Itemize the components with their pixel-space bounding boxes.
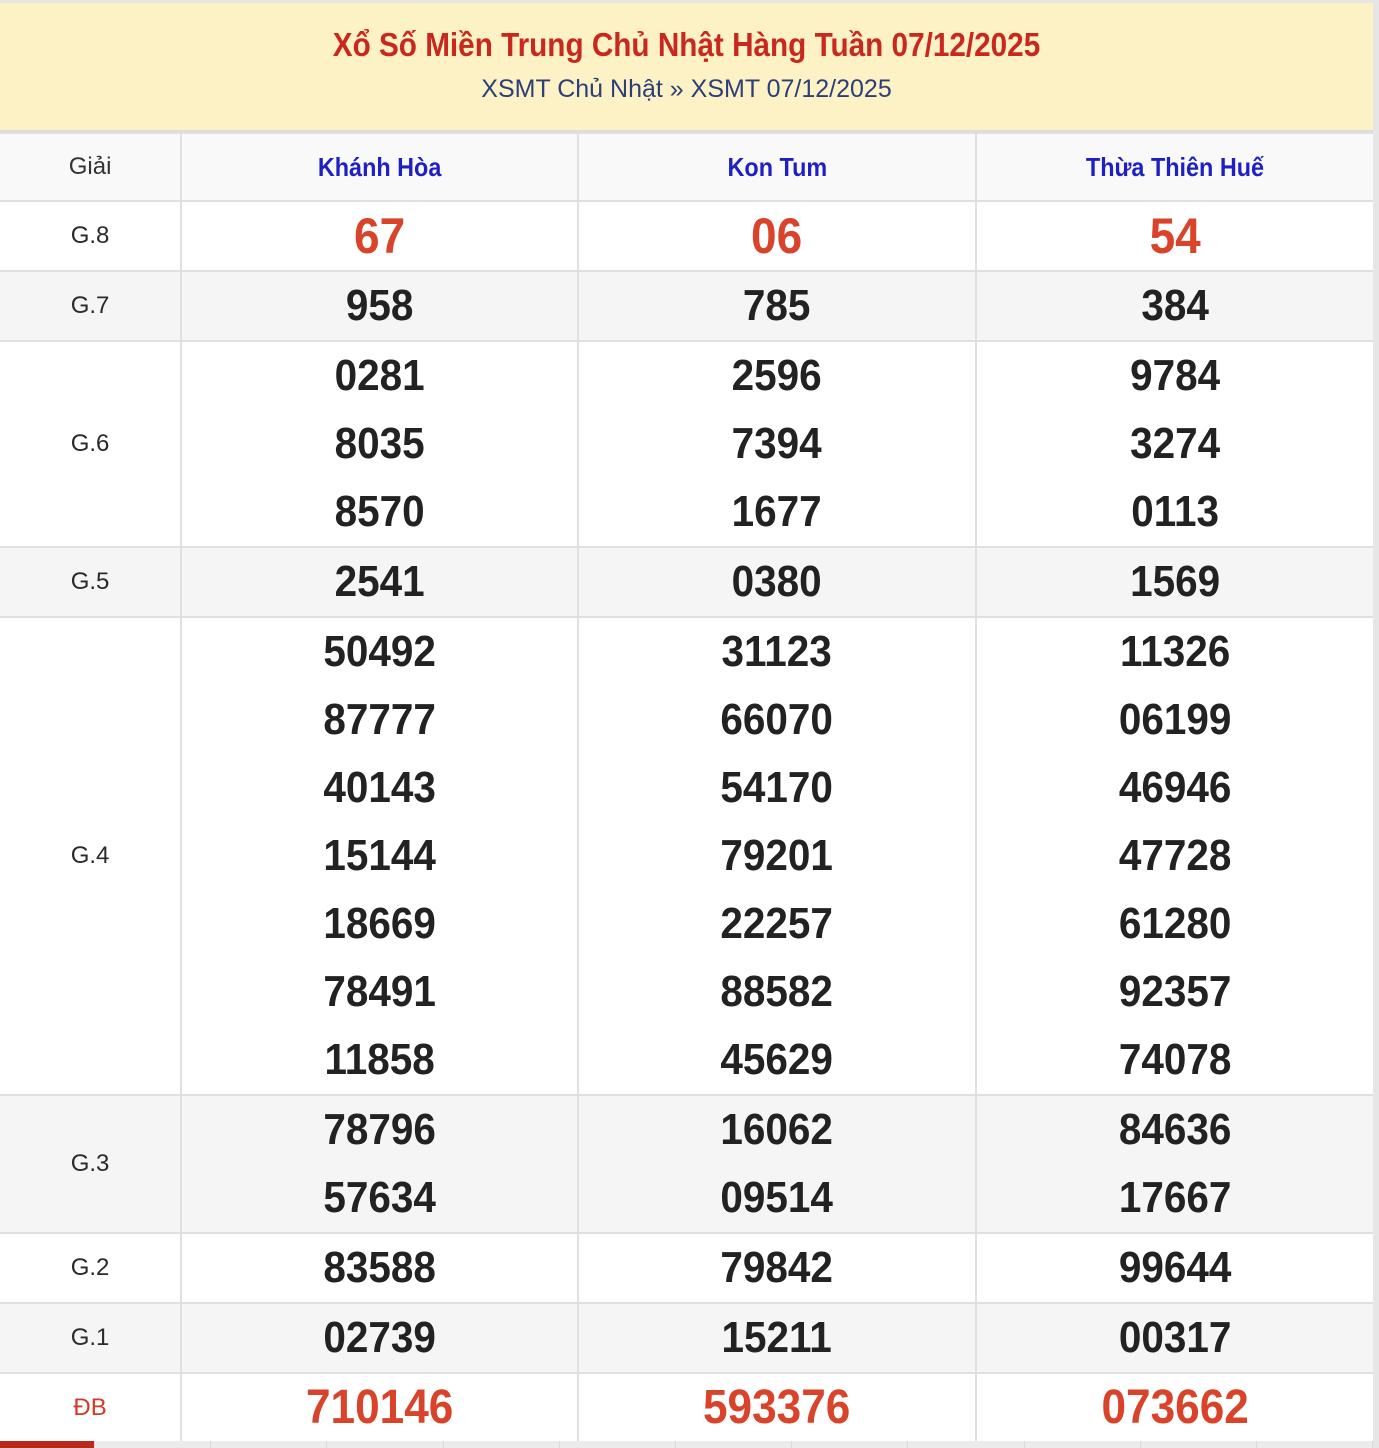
prize-cell — [181, 617, 578, 1095]
lottery-number: 31123 — [721, 627, 833, 676]
prize-cell — [976, 1303, 1373, 1373]
prize-cell — [578, 1373, 975, 1443]
prize-label: ĐB — [0, 1373, 181, 1443]
lottery-number: 17667 — [1118, 1173, 1232, 1222]
lottery-number: 3274 — [1129, 419, 1220, 468]
tab[interactable] — [1141, 1441, 1257, 1448]
prize-label: G.3 — [0, 1095, 181, 1233]
prize-row — [0, 1303, 1373, 1373]
page-title: Xổ Số Miền Trung Chủ Nhật Hàng Tuần 07/12/2025 — [332, 26, 1041, 63]
bottom-tab-strip — [0, 1441, 1373, 1448]
tab[interactable] — [211, 1441, 327, 1448]
prize-cell — [578, 201, 975, 271]
lottery-number: 0281 — [334, 351, 425, 400]
lottery-number: 40143 — [323, 763, 437, 812]
lottery-number: 79842 — [720, 1243, 834, 1292]
lottery-number: 710146 — [306, 1381, 454, 1434]
prize-label: G.4 — [0, 617, 181, 1095]
lottery-number: 87777 — [323, 695, 437, 744]
lottery-number: 7394 — [732, 419, 823, 468]
lottery-number: 09514 — [720, 1173, 834, 1222]
lottery-number: 00317 — [1118, 1313, 1232, 1362]
prize-cell — [976, 201, 1373, 271]
prize-cell — [976, 1095, 1373, 1233]
tab[interactable] — [792, 1441, 908, 1448]
breadcrumb — [0, 72, 1373, 106]
province-header-kon-tum[interactable]: Kon Tum — [578, 133, 975, 201]
lottery-number: 06 — [751, 208, 803, 264]
prize-row — [0, 617, 1373, 1095]
lottery-number: 15211 — [721, 1313, 833, 1362]
prize-label: G.6 — [0, 341, 181, 547]
lottery-number: 46946 — [1118, 763, 1232, 812]
prize-row — [0, 201, 1373, 271]
tab[interactable] — [1257, 1441, 1373, 1448]
results-header — [0, 3, 1373, 132]
prize-cell — [578, 1095, 975, 1233]
prize-cell — [976, 1233, 1373, 1303]
lottery-number: 2541 — [334, 557, 425, 606]
lottery-number: 958 — [345, 281, 414, 330]
lottery-number: 83588 — [323, 1243, 437, 1292]
prize-cell — [578, 341, 975, 547]
prize-row — [0, 1095, 1373, 1233]
lottery-number: 11326 — [1119, 627, 1231, 676]
breadcrumb-link-weekday[interactable]: XSMT Chủ Nhật — [481, 75, 663, 103]
lottery-number: 22257 — [720, 899, 834, 948]
tab-active[interactable] — [0, 1441, 95, 1448]
prize-cell — [976, 271, 1373, 341]
lottery-number: 67 — [354, 208, 406, 264]
lottery-number: 1677 — [732, 487, 823, 536]
prize-label: G.7 — [0, 271, 181, 341]
prize-cell — [181, 547, 578, 617]
lottery-number: 785 — [743, 281, 811, 330]
lottery-number: 92357 — [1118, 967, 1232, 1016]
province-header-thua-thien-hue[interactable]: Thừa Thiên Huế — [976, 133, 1373, 201]
prize-cell — [181, 1373, 578, 1443]
prize-cell — [976, 547, 1373, 617]
prize-label: G.8 — [0, 201, 181, 271]
results-panel — [0, 3, 1373, 1444]
prize-label: G.2 — [0, 1233, 181, 1303]
lottery-number: 61280 — [1118, 899, 1232, 948]
prize-row — [0, 341, 1373, 547]
lottery-number: 45629 — [720, 1035, 834, 1084]
prize-cell — [181, 341, 578, 547]
lottery-number: 9784 — [1129, 351, 1220, 400]
prize-cell — [181, 1303, 578, 1373]
lottery-number: 78491 — [323, 967, 437, 1016]
breadcrumb-separator: » — [669, 75, 684, 103]
lottery-number: 593376 — [703, 1381, 851, 1434]
lottery-number: 18669 — [323, 899, 437, 948]
lottery-number: 47728 — [1118, 831, 1232, 880]
tab[interactable] — [1025, 1441, 1141, 1448]
lottery-number: 384 — [1141, 281, 1209, 330]
lottery-number: 06199 — [1118, 695, 1232, 744]
lottery-number: 78796 — [323, 1105, 437, 1154]
lottery-number: 15144 — [323, 831, 437, 880]
lottery-number: 88582 — [720, 967, 834, 1016]
lottery-number: 073662 — [1101, 1381, 1249, 1434]
lottery-number: 66070 — [720, 695, 834, 744]
lottery-number: 50492 — [323, 627, 437, 676]
lottery-number: 79201 — [720, 831, 834, 880]
lottery-number: 0380 — [732, 557, 823, 606]
scrollbar-track[interactable] — [1373, 0, 1379, 1448]
lottery-number: 57634 — [323, 1173, 437, 1222]
province-header-khanh-hoa[interactable]: Khánh Hòa — [181, 133, 578, 201]
breadcrumb-link-date[interactable]: XSMT 07/12/2025 — [690, 75, 892, 103]
prize-label: G.5 — [0, 547, 181, 617]
prize-cell — [578, 271, 975, 341]
tab[interactable] — [327, 1441, 443, 1448]
prize-cell — [181, 1233, 578, 1303]
tab[interactable] — [908, 1441, 1024, 1448]
tab[interactable] — [444, 1441, 560, 1448]
tab[interactable] — [95, 1441, 211, 1448]
lottery-number: 0113 — [1130, 487, 1219, 536]
prize-column-header: Giải — [0, 133, 181, 201]
lottery-number: 54 — [1149, 208, 1201, 264]
lottery-number: 74078 — [1118, 1035, 1232, 1084]
prize-cell — [578, 1303, 975, 1373]
prize-cell — [578, 1233, 975, 1303]
prize-cell — [976, 341, 1373, 547]
prize-cell — [578, 547, 975, 617]
prize-cell — [181, 1095, 578, 1233]
prize-row — [0, 547, 1373, 617]
lottery-number: 16062 — [720, 1105, 834, 1154]
tab[interactable] — [676, 1441, 792, 1448]
lottery-number: 84636 — [1118, 1105, 1232, 1154]
lottery-number: 54170 — [720, 763, 834, 812]
prize-cell — [181, 271, 578, 341]
lottery-number: 11858 — [324, 1035, 435, 1084]
lottery-number: 8035 — [334, 419, 425, 468]
tab[interactable] — [560, 1441, 676, 1448]
prize-row — [0, 271, 1373, 341]
prize-label: G.1 — [0, 1303, 181, 1373]
lottery-number: 99644 — [1118, 1243, 1232, 1292]
prize-cell — [181, 201, 578, 271]
results-table — [0, 132, 1373, 1444]
prize-cell — [976, 1373, 1373, 1443]
lottery-number: 2596 — [732, 351, 823, 400]
lottery-number: 02739 — [323, 1313, 437, 1362]
prize-cell — [976, 617, 1373, 1095]
prize-cell — [578, 617, 975, 1095]
lottery-number: 1569 — [1129, 557, 1220, 606]
lottery-number: 8570 — [334, 487, 425, 536]
prize-row — [0, 1373, 1373, 1443]
prize-row — [0, 1233, 1373, 1303]
